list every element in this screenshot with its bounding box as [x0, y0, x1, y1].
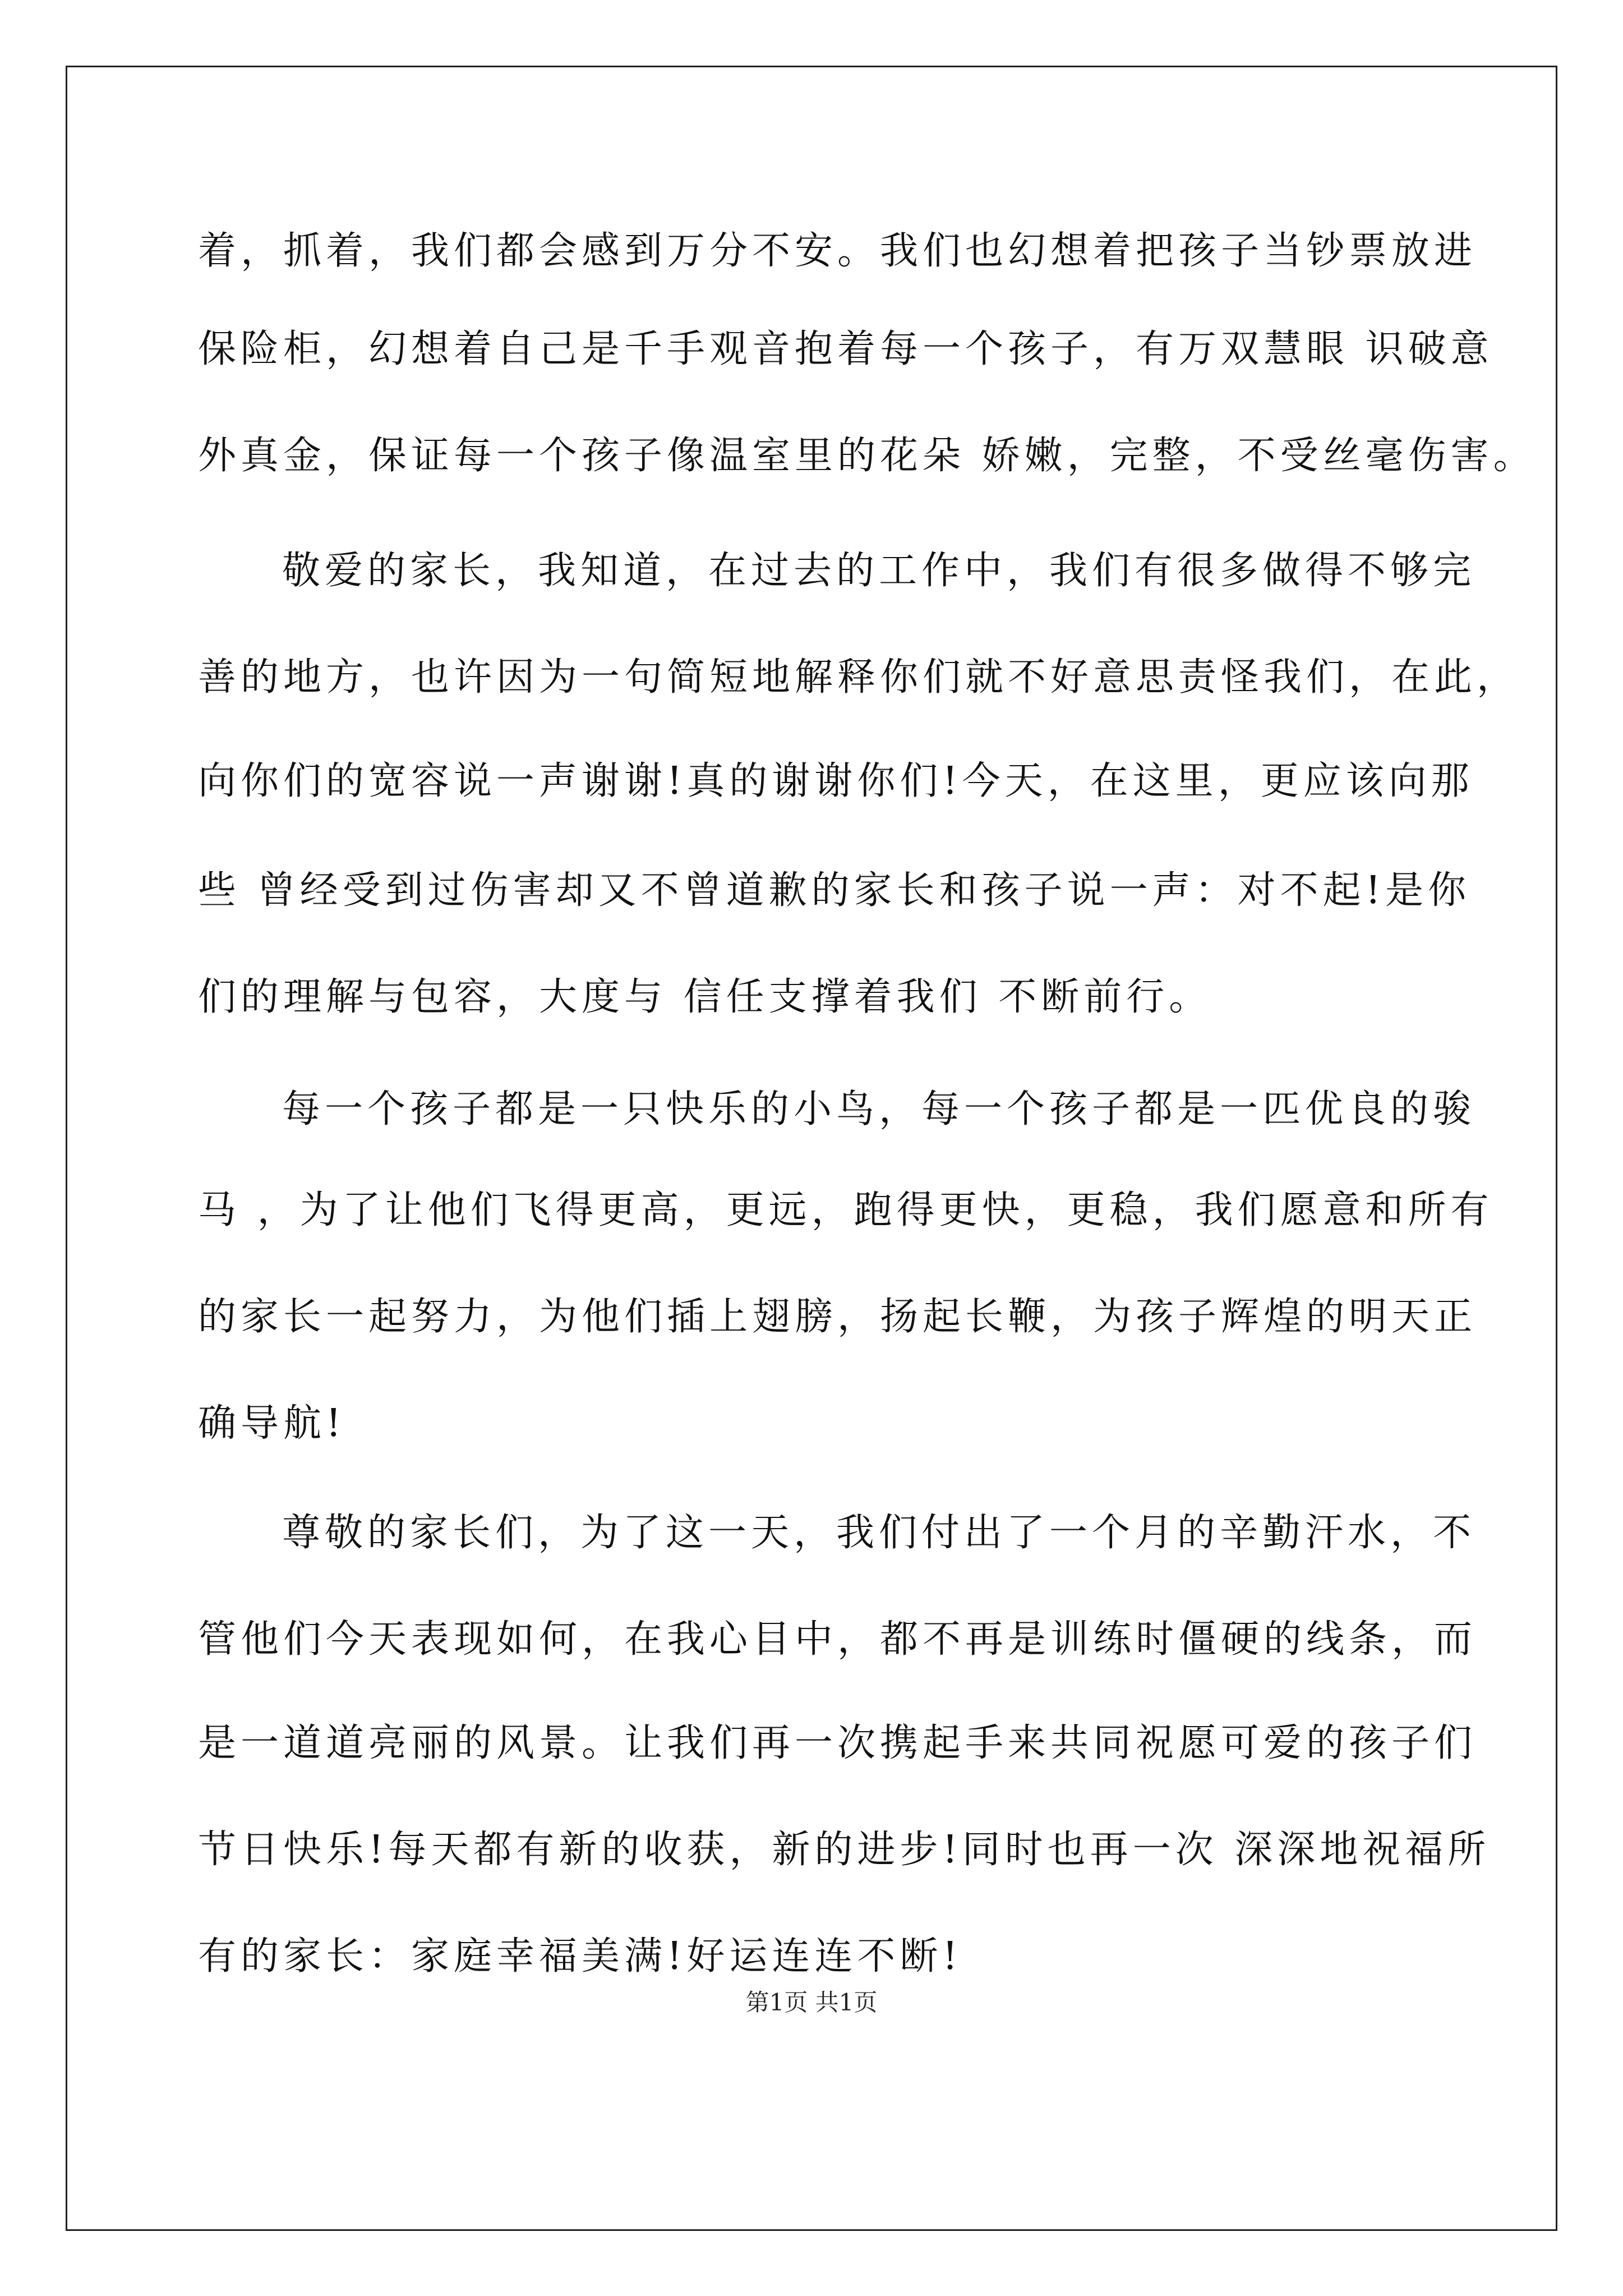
text-line-7: 些 曾经受到过伤害却又不曾道歉的家长和孩子说一声：对不起!是你: [198, 868, 1470, 913]
text-line-17: 有的家长：家庭幸福美满!好运连连不断!: [198, 1934, 962, 1978]
text-line-8: 们的理解与包容，大度与 信任支撑着我们 不断前行。: [198, 975, 1212, 1019]
text-line-2: 保险柜，幻想着自己是千手观音抱着每一个孩子，有万双慧眼 识破意: [198, 327, 1493, 371]
text-line-11: 的家长一起努力，为他们插上翅膀，扬起长鞭，为孩子辉煌的明天正: [198, 1295, 1477, 1339]
text-line-15: 是一道道亮丽的风景。让我们再一次携起手来共同祝愿可爱的孩子们: [198, 1721, 1477, 1765]
text-line-10: 马 ，为了让他们飞得更高，更远，跑得更快，更稳，我们愿意和所有: [198, 1188, 1493, 1232]
page-number-footer: 第1页 共1页: [745, 1989, 878, 2016]
text-line-16: 节日快乐!每天都有新的收获，新的进步!同时也再一次 深深地祝福所: [198, 1828, 1491, 1872]
text-line-14: 管他们今天表现如何，在我心目中，都不再是训练时僵硬的线条，而: [198, 1617, 1477, 1662]
text-line-4: 敬爱的家长，我知道，在过去的工作中，我们有很多做得不够完: [282, 549, 1476, 593]
text-line-1: 着，抓着，我们都会感到万分不安。我们也幻想着把孩子当钞票放进: [198, 229, 1477, 273]
page-border: [66, 66, 1557, 2231]
text-line-6: 向你们的宽容说一声谢谢!真的谢谢你们!今天，在这里，更应该向那: [198, 759, 1474, 803]
text-line-5: 善的地方，也许因为一句简短地解释你们就不好意思责怪我们，在此，: [198, 655, 1520, 700]
text-line-12: 确导航!: [198, 1401, 346, 1446]
text-line-9: 每一个孩子都是一只快乐的小鸟，每一个孩子都是一匹优良的骏: [282, 1087, 1476, 1131]
text-line-13: 尊敬的家长们，为了这一天，我们付出了一个月的辛勤汗水，不: [282, 1511, 1476, 1555]
text-line-3: 外真金，保证每一个孩子像温室里的花朵 娇嫩，完整，不受丝毫伤害。: [198, 434, 1536, 478]
